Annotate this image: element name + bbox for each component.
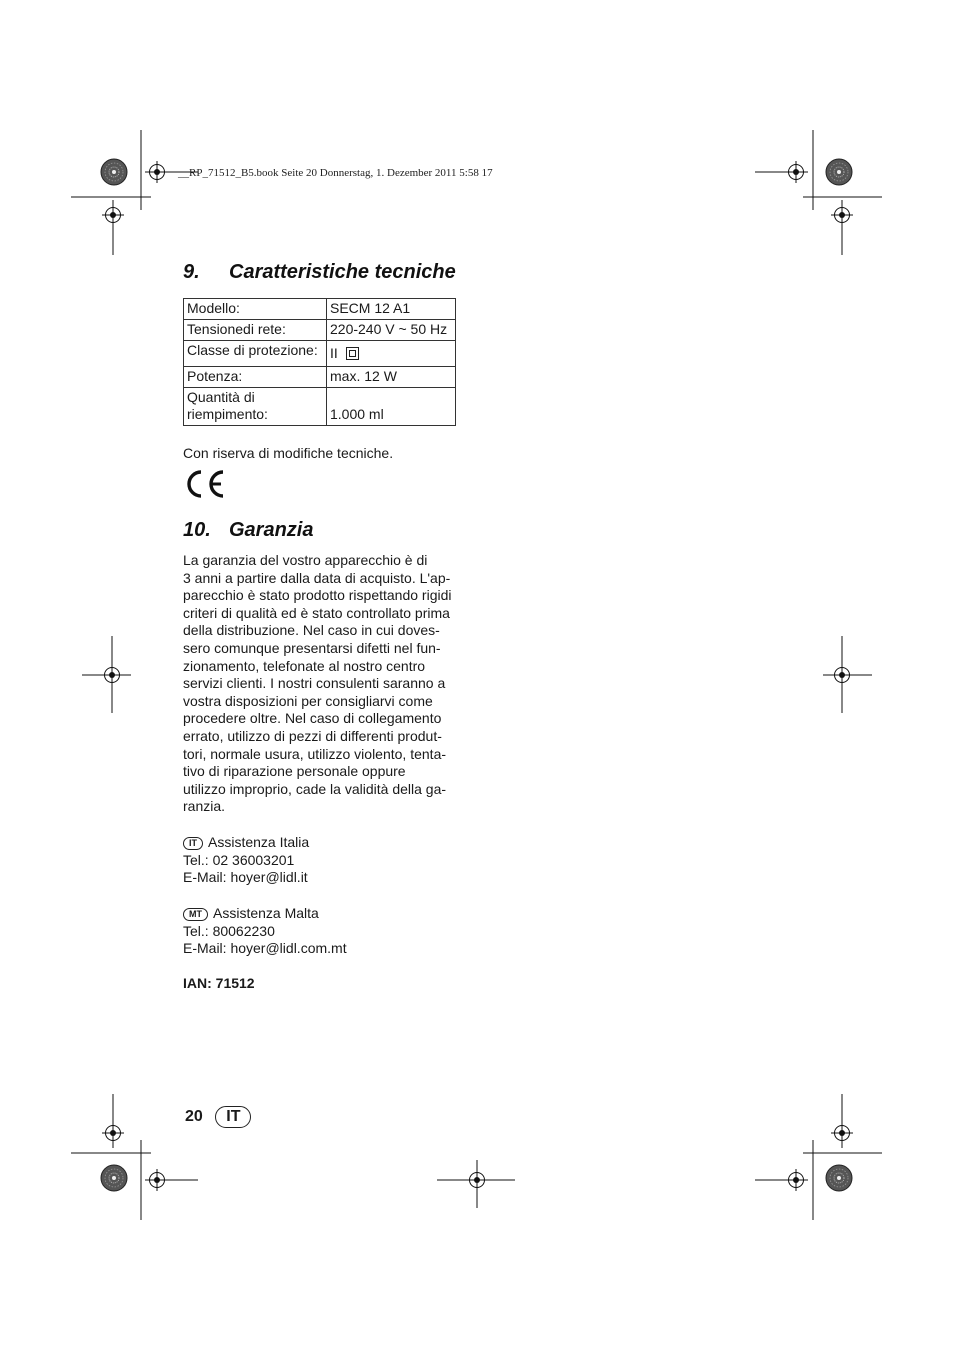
technical-changes-note: Con riserva di modifiche tecniche. xyxy=(183,445,394,461)
contact-email: E-Mail: hoyer@lidl.it xyxy=(183,869,308,886)
spec-value-cell xyxy=(327,388,456,426)
paragraph-line: La garanzia del vostro apparecchio è di xyxy=(183,552,428,568)
paragraph-line: tivo di riparazione personale oppure xyxy=(183,763,406,780)
contact-phone: Tel.: 80062230 xyxy=(183,922,275,939)
technical-specs-table xyxy=(183,298,456,426)
paragraph-line: errato, utilizzo di pezzi di differenti produt- xyxy=(183,727,442,744)
paragraph-line: tori, normale usura, utilizzo violento, tenta- xyxy=(183,745,447,762)
country-badge-mt: MT xyxy=(183,908,208,921)
paragraph-line: vostra disposizioni per consigliarvi come xyxy=(183,692,433,709)
table-row xyxy=(184,341,456,367)
spec-label: Quantità di xyxy=(187,389,255,405)
paragraph-line: utilizzo improprio, cade la validità della ga- xyxy=(183,780,447,797)
contact-name: Assistenza Malta xyxy=(213,905,319,921)
table-row xyxy=(184,388,456,426)
section-9-heading xyxy=(183,261,456,284)
warranty-paragraph xyxy=(183,552,452,816)
color-rosette-icon xyxy=(826,159,852,185)
spec-value: II xyxy=(330,345,338,361)
spec-value: 220-240 V ~ 50 Hz xyxy=(327,320,456,341)
contact-italy xyxy=(183,834,309,887)
paragraph-line: procedere oltre. Nel caso di collegamento xyxy=(183,710,442,727)
color-rosette-icon xyxy=(826,1165,852,1191)
section-number: 10. xyxy=(183,519,211,541)
contact-email: E-Mail: hoyer@lidl.com.mt xyxy=(183,940,347,957)
color-rosette-icon xyxy=(101,1165,127,1191)
contact-name: Assistenza Italia xyxy=(208,834,310,850)
spec-label: Tensionedi rete: xyxy=(184,320,327,341)
table-row xyxy=(184,299,456,320)
ce-mark-icon xyxy=(183,469,227,499)
page-number: 20 xyxy=(185,1108,203,1125)
paragraph-line: criteri di qualità ed è stato controllato prima xyxy=(183,604,450,621)
spec-label: Classe di protezione: xyxy=(184,341,327,367)
table-row xyxy=(184,320,456,341)
spec-label-cell xyxy=(184,388,327,426)
table-row xyxy=(184,367,456,388)
paragraph-line: 3 anni a partire dalla data di acquisto. L'ap- xyxy=(183,569,451,586)
language-badge: IT xyxy=(215,1106,251,1128)
spec-label: riempimento: xyxy=(187,406,268,422)
section-10-heading xyxy=(183,519,313,542)
country-badge-it: IT xyxy=(183,837,203,850)
section-number: 9. xyxy=(183,261,200,283)
page-footer xyxy=(185,1106,256,1128)
ian-code: IAN: 71512 xyxy=(183,975,255,991)
color-rosette-icon xyxy=(101,159,127,185)
spec-label: Modello: xyxy=(184,299,327,320)
spec-value: 1.000 ml xyxy=(330,406,384,422)
spec-value-cell xyxy=(327,341,456,367)
paragraph-line: della distribuzione. Nel caso in cui doves- xyxy=(183,622,440,639)
paragraph-line: zionamento, telefonate al nostro centro xyxy=(183,657,426,674)
paragraph-line: ranzia. xyxy=(183,798,226,815)
spec-label: Potenza: xyxy=(184,367,327,388)
print-file-header: __RP_71512_B5.book Seite 20 Donnerstag, 1. Dezember 2011 5:58 17 xyxy=(178,167,493,179)
contact-phone: Tel.: 02 36003201 xyxy=(183,851,295,868)
spec-value: SECM 12 A1 xyxy=(327,299,456,320)
paragraph-line: sero comunque presentarsi difetti nel fun- xyxy=(183,639,441,656)
section-title: Garanzia xyxy=(229,519,314,541)
paragraph-line: servizi clienti. I nostri consulenti saranno a xyxy=(183,675,446,692)
protection-class-ii-icon xyxy=(346,347,359,360)
section-title: Caratteristiche tecniche xyxy=(229,261,456,283)
spec-value: max. 12 W xyxy=(327,367,456,388)
contact-malta xyxy=(183,905,347,958)
paragraph-line: parecchio è stato prodotto rispettando rigidi xyxy=(183,587,452,604)
